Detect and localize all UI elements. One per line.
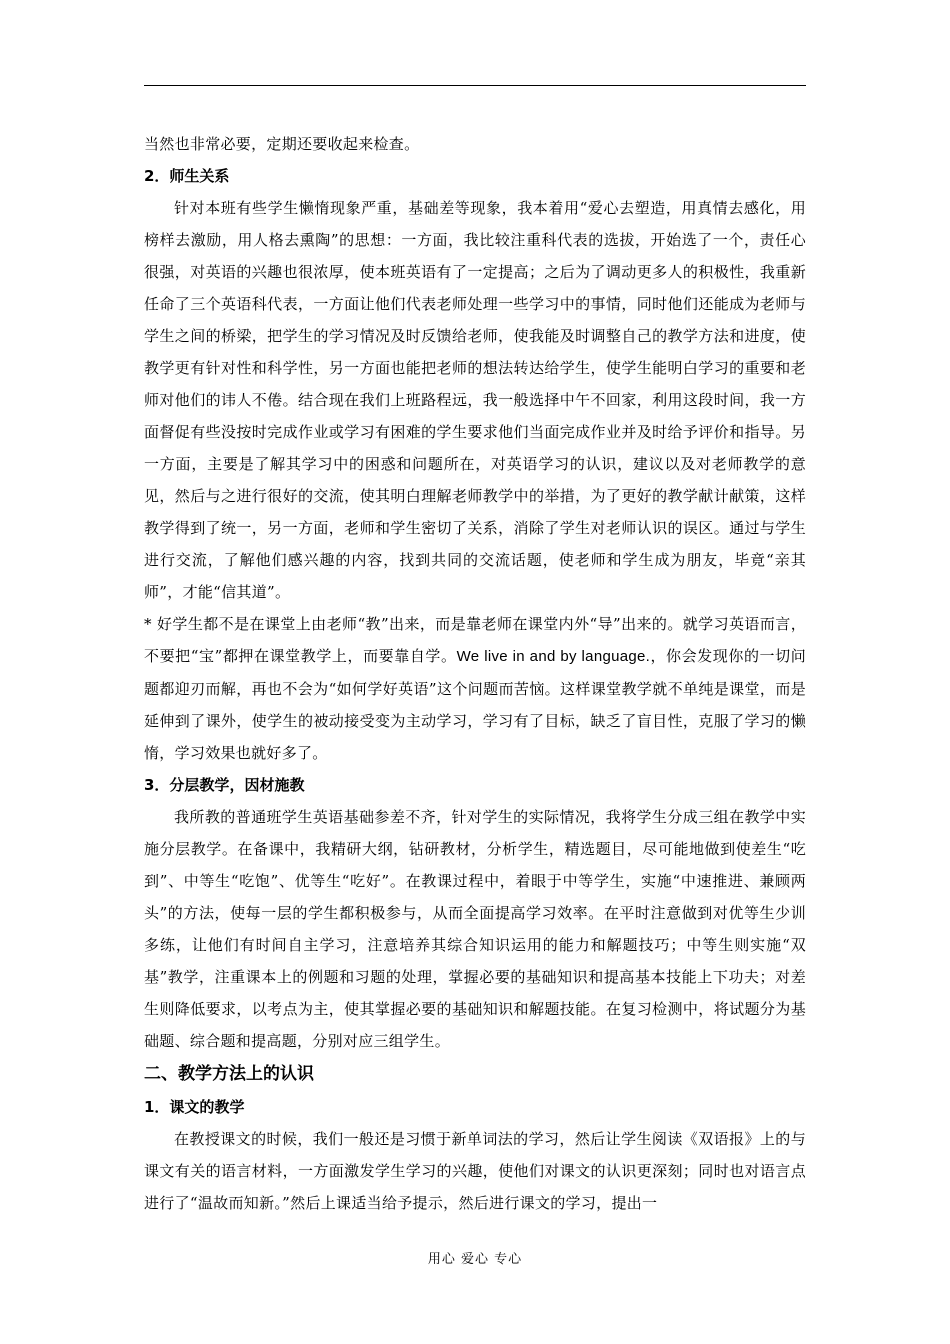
heading-teacher-student-relations: 2．师生关系 xyxy=(144,167,230,185)
paragraph-continuation: 当然也非常必要，定期还要收起来检查。 xyxy=(144,135,420,153)
paragraph-text-teaching: 在教授课文的时候，我们一般还是习惯于新单词法的学习，然后让学生阅读《双语报》上的与课文有关的语言材料，一方面激发学生学习的兴趣，使他们对课文的认识更深刻；同时也对语言点进行了“温故而知新。”然后上课适当给予提示，然后进行课文的学习，提出一 xyxy=(144,1130,806,1212)
heading-text-teaching: 1．课文的教学 xyxy=(144,1098,245,1116)
heading-teaching-methods: 二、教学方法上的认识 xyxy=(144,1064,314,1084)
paragraph-teacher-student: 针对本班有些学生懒惰现象严重，基础差等现象，我本着用“爱心去塑造，用真情去感化，用榜样去激励，用人格去熏陶”的思想：一方面，我比较注重科代表的选拔，开始选了一个，责任心很强，对英语的兴趣也很浓厚，使本班英语有了一定提高；之后为了调动更多人的积极性，我重新任命了三个英语科代表，一方面让他们代表老师处理一些学习中的事情，同时他们还能成为老师与学生之间的桥梁，把学生的学习情况及时反馈给老师，使我能及时调整自己的教学方法和进度，使教学更有针对性和科学性，另一方面也能把老师的想法转达给学生，使学生能明白学习的重要和老师对他们的讳人不倦。结合现在我们上班路程远，我一般选择中午不回家，利用这段时间，我一方面督促有些没按时完成作业或学习有困难的学生要求他们当面完成作业并及时给予评价和指导。另一方面，主要是了解其学习中的困惑和问题所在，对英语学习的认识，建议以及对老师教学的意见，然后与之进行很好的交流，使其明白理解老师教学中的举措，为了更好的教学献计献策，这样教学得到了统一，另一方面，老师和学生密切了关系，消除了学生对老师认识的误区。通过与学生进行交流，了解他们感兴趣的内容，找到共同的交流话题，使老师和学生成为朋友，毕竟“亲其师”，才能“信其道”。 xyxy=(144,199,806,601)
self-study-text-a: * 好学生都不是在课堂上由老师“教”出来，而是靠老师在课堂内外“导”出来的。就学习英语而言，不要把“宝”都押在课堂教学上，而要靠自学。 xyxy=(144,615,806,665)
header-rule xyxy=(144,85,806,86)
paragraph-layered-teaching: 我所教的普通班学生英语基础参差不齐，针对学生的实际情况，我将学生分成三组在教学中实施分层教学。在备课中，我精研大纲，钻研教材，分析学生，精选题目，尽可能地做到使差生“吃到”、中等生“吃饱”、优等生“吃好”。在教课过程中，着眼于中等学生，实施“中速推进、兼顾两头”的方法，使每一层的学生都积极参与，从而全面提高学习效率。在平时注意做到对优等生少训多练，让他们有时间自主学习，注意培养其综合知识运用的能力和解题技巧；中等生则实施“双基”教学，注重课本上的例题和习题的处理，掌握必要的基础知识和提高基本技能上下功夫；对差生则降低要求，以考点为主，使其掌握必要的基础知识和解题技能。在复习检测中，将试题分为基础题、综合题和提高题，分别对应三组学生。 xyxy=(144,808,806,1050)
heading-layered-teaching: 3．分层教学，因材施教 xyxy=(144,776,305,794)
paragraph-self-study xyxy=(144,608,806,769)
self-study-text-b: ，你会发现你的一切问题都迎刃而解，再也不会为“如何学好英语”这个问题而苦恼。这样课堂教学就不单纯是课堂，而是延伸到了课外，使学生的被动接受变为主动学习，学习有了目标，缺乏了盲目性，克服了学习的懒惰，学习效果也就好多了。 xyxy=(144,647,806,762)
page-footer: 用心 爱心 专心 xyxy=(427,1252,523,1267)
document-body xyxy=(144,128,806,1219)
english-quote: We live in and by language. xyxy=(456,648,651,665)
